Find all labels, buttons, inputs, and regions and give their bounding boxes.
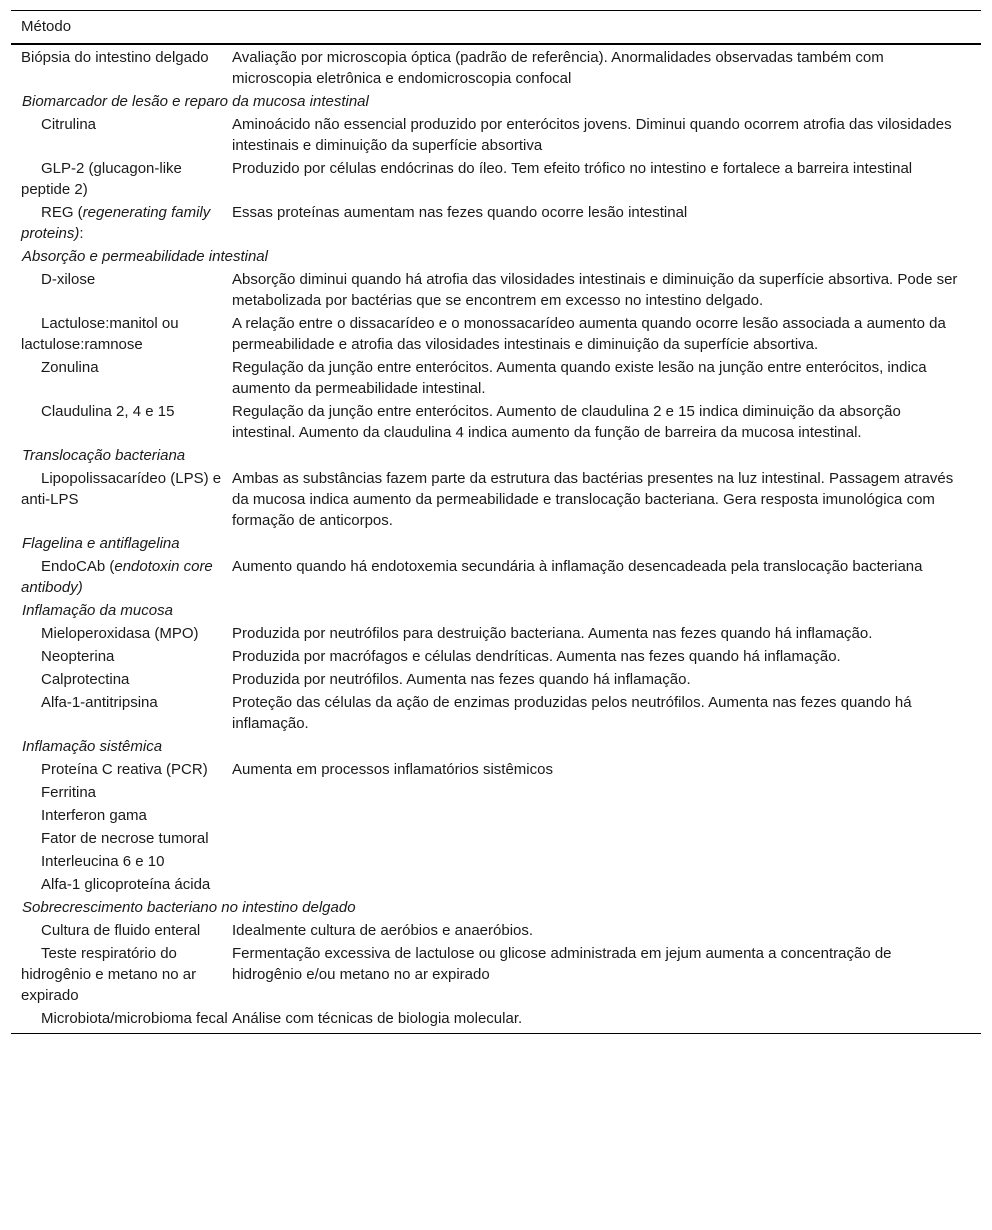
method-description [231,828,971,849]
method-name-text: Citrulina [41,116,97,133]
table-row [11,114,981,158]
method-name [11,782,231,803]
method-name-italic: regenerating family proteins) [21,204,211,242]
table-row [11,623,981,646]
table-row [11,1008,981,1031]
method-name-text: Fator de necrose tumoral [41,830,209,847]
method-name-text: REG ( [41,204,83,221]
method-name [11,47,231,89]
method-name-suffix: : [79,225,84,242]
method-description: Aminoácido não essencial produzido por enterócitos jovens. Diminui quando ocorrem atrofia das vilosidades intestinais e diminuição da superfície absortiva [232,116,952,154]
method-name [11,646,231,667]
table-row [11,828,981,851]
section-heading: Sobrecrescimento bacteriano no intestino delgado [22,899,356,916]
table-row [11,851,981,874]
table-row [11,805,981,828]
method-description: Análise com técnicas de biologia molecular. [232,1010,523,1027]
table-row [11,556,981,600]
method-name [11,669,231,690]
method-name [11,114,231,156]
method-name [11,943,231,1006]
method-name-text: Calprotectina [41,671,130,688]
method-name-text: Teste respiratório do hidrogênio e metano no ar expirado [21,945,197,1004]
method-description: Produzida por neutrófilos. Aumenta nas fezes quando há inflamação. [232,671,691,688]
method-name-text: D-xilose [41,271,96,288]
method-description: Idealmente cultura de aeróbios e anaeróbios. [232,922,534,939]
section-heading: Absorção e permeabilidade intestinal [22,248,268,265]
method-name-text: Interferon gama [41,807,147,824]
method-description: Essas proteínas aumentam nas fezes quando ocorre lesão intestinal [232,204,688,221]
methods-table [11,10,981,1034]
method-description: Aumenta em processos inflamatórios sistêmicos [232,761,553,778]
table-body [11,45,981,1033]
method-name [11,269,231,311]
table-header [11,11,981,45]
table-row [11,357,981,401]
method-description [231,805,971,826]
method-name-text: Interleucina 6 e 10 [41,853,165,870]
table-row [11,874,981,897]
table-row [11,269,981,313]
header-method: Método [21,18,72,35]
method-name [11,623,231,644]
table-row [11,646,981,669]
method-description: Regulação da junção entre enterócitos. Aumento de claudulina 2 e 15 indica diminuição da absorção intestinal. Aumento da claudulina 4 indica aumento da função de barreira da mucosa intestinal. [232,403,901,441]
method-description: Regulação da junção entre enterócitos. Aumenta quando existe lesão na junção entre enterócitos, indica aumento da permeabilidade intestinal. [232,359,927,397]
table-row [11,47,981,91]
table-row [11,692,981,736]
section-heading: Inflamação sistêmica [22,738,163,755]
method-name-text: EndoCAb ( [41,558,115,575]
method-description: A relação entre o dissacarídeo e o monossacarídeo aumenta quando ocorre lesão associada a aumento da permeabilidade e atrofia das vilosidades intestinais e diminuição da superfície absortiva. [232,315,946,353]
table-row [11,759,981,782]
method-name [11,759,231,780]
method-name [11,920,231,941]
method-name-text: Zonulina [41,359,99,376]
section-heading: Biomarcador de lesão e reparo da mucosa intestinal [22,93,369,110]
method-description: Produzido por células endócrinas do íleo. Tem efeito trófico no intestino e fortalece a barreira intestinal [232,160,913,177]
method-description: Ambas as substâncias fazem parte da estrutura das bactérias presentes na luz intestinal. Passagem através da mucosa indica aumento da permeabilidade e translocação bacteriana. Gera resposta imunológica com formação de anticorpos. [232,470,954,529]
method-description: Proteção das células da ação de enzimas produzidas pelos neutrófilos. Aumenta nas fezes quando há inflamação. [232,694,912,732]
method-name [11,357,231,399]
table-row [11,313,981,357]
method-name-text: Lipopolissacarídeo (LPS) e anti-LPS [21,470,222,508]
method-name-text: Biópsia do intestino delgado [21,49,209,66]
table-row [11,468,981,533]
section-heading: Inflamação da mucosa [22,602,173,619]
method-name [11,874,231,895]
method-description [231,874,971,895]
method-description: Produzida por macrófagos e células dendríticas. Aumenta nas fezes quando há inflamação. [232,648,841,665]
method-name [11,468,231,531]
method-name-text: Claudulina 2, 4 e 15 [41,403,175,420]
method-name [11,1008,231,1029]
table-row [11,401,981,445]
method-name [11,828,231,849]
method-name-text: Microbiota/microbioma fecal [41,1010,228,1027]
method-description [231,782,971,803]
method-name-text: Mieloperoxidasa (MPO) [41,625,199,642]
method-name-text: GLP-2 (glucagon-like peptide 2) [21,160,182,198]
method-name [11,805,231,826]
method-name [11,202,231,244]
method-name-text: Proteína C reativa (PCR) [41,761,208,778]
method-description [231,851,971,872]
method-name [11,692,231,734]
method-name-text: Ferritina [41,784,97,801]
method-description: Fermentação excessiva de lactulose ou glicose administrada em jejum aumenta a concentração de hidrogênio e/ou metano no ar expirado [232,945,892,983]
method-name-text: Alfa-1-antitripsina [41,694,158,711]
method-name [11,556,231,598]
table-row [11,669,981,692]
method-name-text: Alfa-1 glicoproteína ácida [41,876,211,893]
table-row [11,782,981,805]
table-row [11,943,981,1008]
method-name [11,851,231,872]
method-description: Avaliação por microscopia óptica (padrão de referência). Anormalidades observadas também com microscopia eletrônica e endomicroscopia confocal [232,49,884,87]
method-description: Produzida por neutrófilos para destruição bacteriana. Aumenta nas fezes quando há inflamação. [232,625,873,642]
table-row [11,158,981,202]
table-row [11,920,981,943]
table-row [11,202,981,246]
method-description: Aumento quando há endotoxemia secundária à inflamação desencadeada pela translocação bacteriana [232,558,923,575]
section-heading: Flagelina e antiflagelina [22,535,180,552]
section-heading: Translocação bacteriana [22,447,186,464]
method-name-text: Cultura de fluido enteral [41,922,201,939]
method-name [11,401,231,443]
method-name [11,158,231,200]
method-name-text: Lactulose:manitol ou lactulose:ramnose [21,315,179,353]
method-name-italic: endotoxin core antibody) [21,558,213,596]
method-description: Absorção diminui quando há atrofia das vilosidades intestinais e diminuição da superfície absortiva. Pode ser metabolizada por bactérias que se encontrem em excesso no intestino delgado. [232,271,958,309]
method-name-text: Neopterina [41,648,115,665]
method-name [11,313,231,355]
